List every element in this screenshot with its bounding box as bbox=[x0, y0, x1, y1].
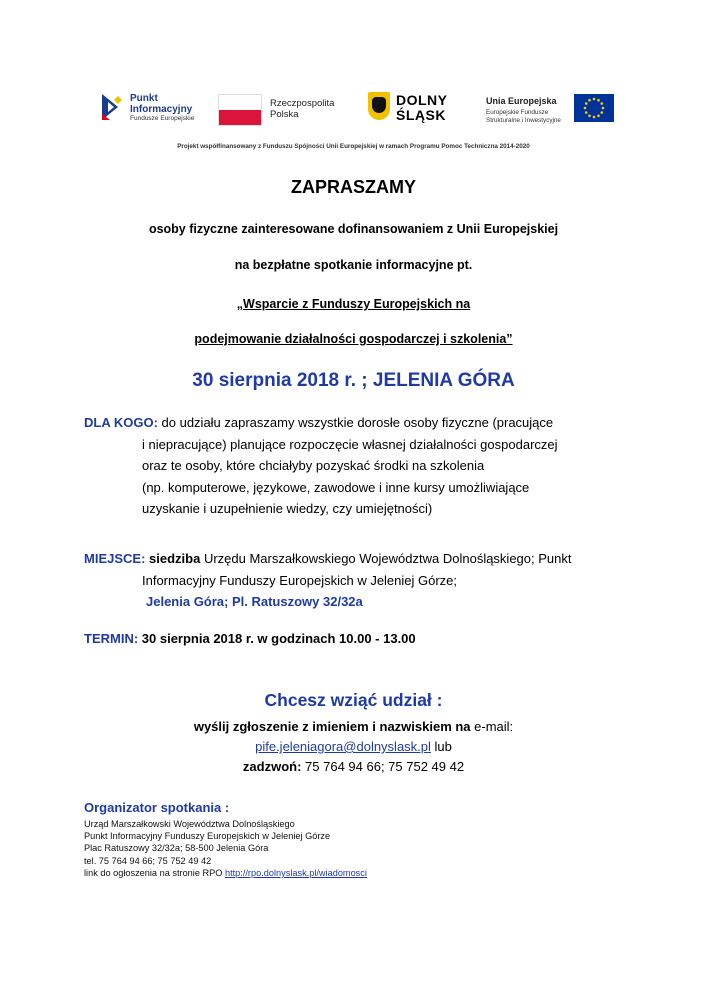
polish-flag-icon bbox=[218, 94, 262, 126]
logo-dolny-slask bbox=[368, 88, 468, 133]
cta-send-line bbox=[0, 719, 707, 734]
miejsce-line-1: Urzędu Marszałkowskiego Województwa Dolnośląskiego; Punkt bbox=[200, 551, 572, 566]
invite-line-2: na bezpłatne spotkanie informacyjne pt. bbox=[234, 258, 473, 272]
ue-line2: Europejskie Fundusze bbox=[486, 109, 549, 116]
page-title: ZAPRASZAMY bbox=[291, 177, 416, 197]
ue-line3: Strukturalne i Inwestycyjne bbox=[486, 117, 561, 124]
pife-line3: Fundusze Europejskie bbox=[130, 115, 195, 122]
organizer-link-prefix: link do ogłoszenia na stronie RPO bbox=[84, 867, 225, 878]
eagle-crest-icon bbox=[368, 92, 390, 120]
logo-rzeczpospolita bbox=[218, 88, 338, 133]
rp-line2: Polska bbox=[270, 109, 299, 120]
miejsce-siedziba: siedziba bbox=[145, 551, 201, 566]
miejsce-label: MIEJSCE: bbox=[84, 551, 146, 566]
termin-label: TERMIN: bbox=[84, 631, 139, 646]
section-termin bbox=[84, 628, 664, 650]
organizer-details bbox=[84, 818, 367, 879]
pife-line2: Informacyjny bbox=[130, 104, 193, 115]
cta-email-line bbox=[0, 739, 707, 754]
ds-line1: DOLNY bbox=[396, 92, 448, 108]
dla-kogo-line-1: do udziału zapraszamy wszystkie dorosłe osoby fizyczne (pracujące bbox=[157, 415, 554, 430]
event-title-line-2: podejmowanie działalności gospodarczej i szkolenia” bbox=[194, 332, 513, 346]
organizer-line-3: Plac Ratuszowy 32/32a; 58-500 Jelenia Góra bbox=[84, 843, 269, 854]
termin-value: 30 sierpnia 2018 r. w godzinach 10.00 - 13.00 bbox=[138, 631, 416, 646]
rp-line1: Rzeczpospolita bbox=[270, 98, 335, 109]
event-date-city: 30 sierpnia 2018 r. ; JELENIA GÓRA bbox=[192, 370, 515, 391]
rpo-link[interactable]: http://rpo.dolnyslask.pl/wiadomosci bbox=[224, 867, 367, 878]
logo-punkt-informacyjny bbox=[100, 88, 210, 133]
cta-phone-line bbox=[0, 759, 707, 774]
phone-numbers: 75 764 94 66; 75 752 49 42 bbox=[301, 759, 465, 774]
organizer-line-2: Punkt Informacyjny Funduszy Europejskich w Jeleniej Górze bbox=[84, 831, 331, 842]
invite-line-1: osoby fizyczne zainteresowane dofinansowaniem z Unii Europejskiej bbox=[148, 222, 559, 236]
ds-line2: ŚLĄSK bbox=[396, 107, 446, 123]
dla-kogo-line-3: oraz te osoby, które chciałyby pozyskać środki na szkolenia bbox=[142, 458, 485, 473]
dla-kogo-line-4: (np. komputerowe, językowe, zawodowe i inne kursy umożliwiające bbox=[142, 479, 530, 495]
section-dla-kogo bbox=[84, 412, 664, 520]
cta-lub: lub bbox=[430, 739, 452, 754]
dla-kogo-line-2: i niepracujące) planujące rozpoczęcie własnej działalności gospodarczej bbox=[142, 436, 558, 452]
section-miejsce bbox=[84, 548, 664, 613]
miejsce-line-2: Informacyjny Funduszy Europejskich w Jeleniej Górze; bbox=[142, 572, 458, 588]
event-title-line-1: „Wsparcie z Funduszy Europejskich na bbox=[236, 297, 471, 311]
fe-star-icon bbox=[100, 92, 126, 122]
cofinancing-note: Projekt współfinansowany z Funduszu Spójności Unii Europejskiej w ramach Programu Pomoc Techniczna 2014-2020 bbox=[177, 143, 530, 150]
cta-title: Chcesz wziąć udział : bbox=[264, 690, 443, 710]
organizer-heading: Organizator spotkania : bbox=[84, 800, 230, 815]
ue-line1: Unia Europejska bbox=[486, 96, 557, 106]
logo-unia-europejska bbox=[486, 88, 616, 133]
miejsce-address: Jelenia Góra; Pl. Ratuszowy 32/32a bbox=[146, 594, 363, 609]
call-label: zadzwoń: bbox=[242, 759, 302, 774]
logo-bar bbox=[0, 88, 707, 133]
eu-flag-icon bbox=[574, 94, 614, 122]
cta-send-plain: e-mail: bbox=[470, 719, 514, 734]
dla-kogo-label: DLA KOGO: bbox=[84, 415, 158, 430]
dla-kogo-line-5: uzyskanie i uzupełnienie wiedzy, czy umiejętności) bbox=[142, 501, 433, 516]
organizer-line-4: tel. 75 764 94 66; 75 752 49 42 bbox=[84, 855, 212, 866]
cta-send-bold: wyślij zgłoszenie z imieniem i nazwiskiem na bbox=[193, 719, 471, 734]
email-link[interactable]: pife.jeleniagora@dolnyslask.pl bbox=[255, 739, 431, 754]
organizer-line-5 bbox=[84, 867, 367, 879]
pife-line1: Punkt bbox=[130, 93, 158, 104]
organizer-line-1: Urząd Marszałkowski Województwa Dolnośląskiego bbox=[84, 819, 295, 829]
